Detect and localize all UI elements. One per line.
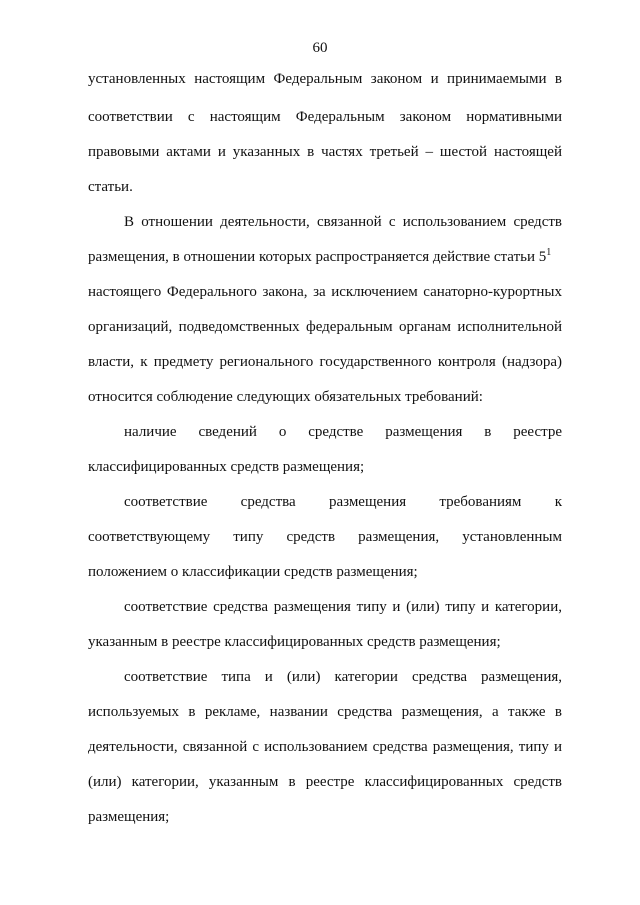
text-line: деятельности, связанной с использованием средства размещения, типу и	[88, 739, 562, 755]
text-line: (или) категории, указанным в реестре классифицированных средств	[88, 774, 562, 790]
text-line: статьи.	[88, 179, 133, 195]
text-line: указанным в реестре классифицированных средств размещения;	[88, 634, 501, 650]
text-line: наличие сведений о средстве размещения в реестре	[124, 424, 562, 440]
text-line: власти, к предмету регионального государственного контроля (надзора)	[88, 354, 562, 370]
text-line: соответствии с настоящим Федеральным законом нормативными	[88, 109, 562, 125]
text-line: соответствие типа и (или) категории средства размещения,	[124, 669, 562, 685]
text-line: В отношении деятельности, связанной с использованием средств	[124, 214, 562, 230]
text-line-main: размещения, в отношении которых распространяется действие статьи 5	[88, 249, 547, 265]
text-line: соответствующему типу средств размещения, установленным	[88, 529, 562, 545]
text-line: размещения;	[88, 809, 170, 825]
text-line	[88, 248, 551, 266]
text-line: положением о классификации средств размещения;	[88, 564, 418, 580]
text-line: относится соблюдение следующих обязательных требований:	[88, 389, 483, 405]
text-line: классифицированных средств размещения;	[88, 459, 365, 475]
page-number: 60	[312, 40, 328, 56]
text-line: используемых в рекламе, названии средства размещения, а также в	[88, 704, 562, 720]
text-line: соответствие средства размещения требованиям к	[124, 494, 562, 510]
text-line: настоящего Федерального закона, за исключением санаторно-курортных	[88, 284, 562, 300]
superscript: 1	[546, 247, 552, 258]
text-line: соответствие средства размещения типу и (или) типу и категории,	[124, 599, 562, 615]
text-line: установленных настоящим Федеральным законом и принимаемыми в	[88, 71, 562, 87]
text-line: правовыми актами и указанных в частях третьей – шестой настоящей	[88, 144, 562, 160]
text-line: организаций, подведомственных федеральным органам исполнительной	[88, 319, 562, 335]
